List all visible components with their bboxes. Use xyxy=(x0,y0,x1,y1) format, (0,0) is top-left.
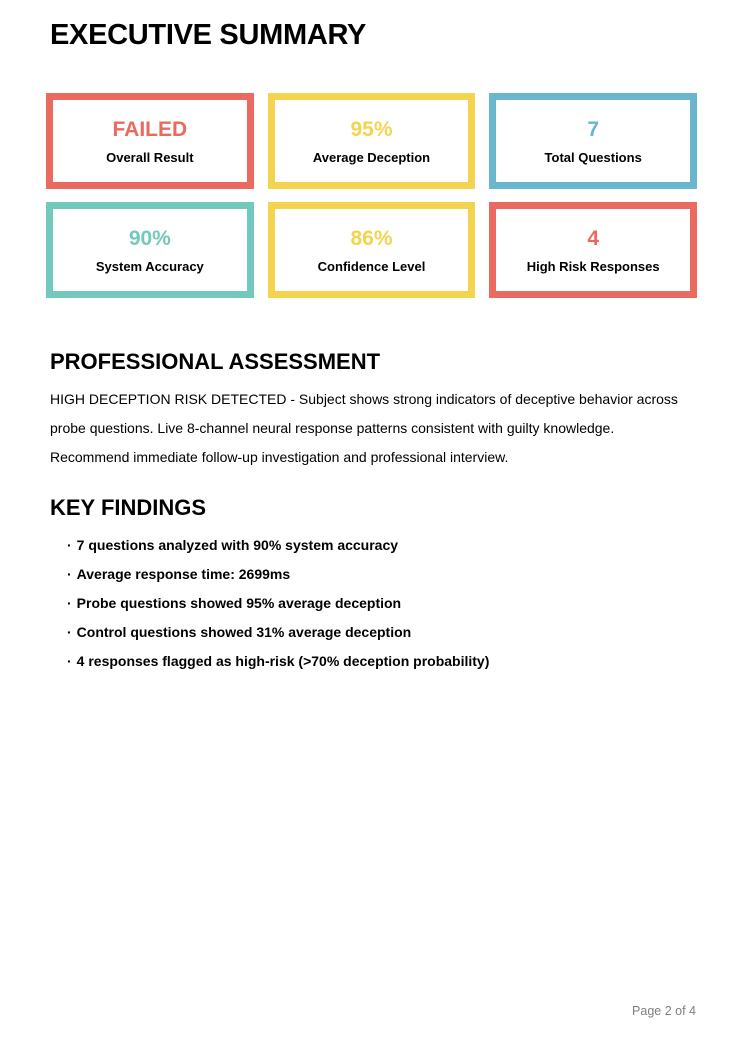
findings-list xyxy=(50,537,697,669)
stat-value: 86% xyxy=(350,226,393,250)
stat-label: Confidence Level xyxy=(317,258,426,274)
page-content xyxy=(0,20,743,669)
stat-label: System Accuracy xyxy=(95,258,204,274)
stat-card-system-accuracy xyxy=(46,202,254,298)
stat-value: 90% xyxy=(128,226,171,250)
stat-label: Overall Result xyxy=(106,149,194,165)
bullet-icon: · xyxy=(67,565,72,582)
assessment-body-text: HIGH DECEPTION RISK DETECTED - Subject shows strong indicators of deceptive behavior across probe questions. Live 8-channel neural response patterns consistent with guilty knowledge. Recommend immediate follow-up investigation and professional interview. xyxy=(50,390,678,465)
bullet-icon: · xyxy=(67,623,72,640)
bullet-icon: · xyxy=(67,652,72,669)
stat-value: 95% xyxy=(350,117,393,141)
bullet-icon: · xyxy=(67,594,72,611)
stat-value: FAILED xyxy=(112,117,188,141)
stat-card-high-risk-responses xyxy=(489,202,697,298)
page-title: EXECUTIVE SUMMARY xyxy=(50,19,367,51)
finding-text: Probe questions showed 95% average deception xyxy=(76,594,402,611)
finding-item xyxy=(67,624,697,640)
findings-heading: KEY FINDINGS xyxy=(50,494,207,520)
finding-item xyxy=(67,537,697,553)
assessment-heading: PROFESSIONAL ASSESSMENT xyxy=(50,349,381,375)
stat-label: High Risk Responses xyxy=(526,258,660,274)
bullet-icon: · xyxy=(67,536,72,553)
finding-text: Control questions showed 31% average deception xyxy=(76,623,412,640)
finding-item xyxy=(67,566,697,582)
page-number: Page 2 of 4 xyxy=(632,1004,696,1018)
stat-card-confidence-level xyxy=(268,202,476,298)
summary-stat-grid xyxy=(46,93,697,298)
stat-card-average-deception xyxy=(268,93,476,189)
stat-card-overall-result xyxy=(46,93,254,189)
finding-item xyxy=(67,595,697,611)
finding-text: 4 responses flagged as high-risk (>70% deception probability) xyxy=(76,652,490,669)
stat-value: 4 xyxy=(587,226,599,250)
finding-text: 7 questions analyzed with 90% system accuracy xyxy=(76,536,399,553)
stat-label: Average Deception xyxy=(312,149,431,165)
stat-label: Total Questions xyxy=(544,149,642,165)
finding-text: Average response time: 2699ms xyxy=(76,565,291,582)
stat-card-total-questions xyxy=(489,93,697,189)
stat-value: 7 xyxy=(587,117,599,141)
finding-item xyxy=(67,653,697,669)
